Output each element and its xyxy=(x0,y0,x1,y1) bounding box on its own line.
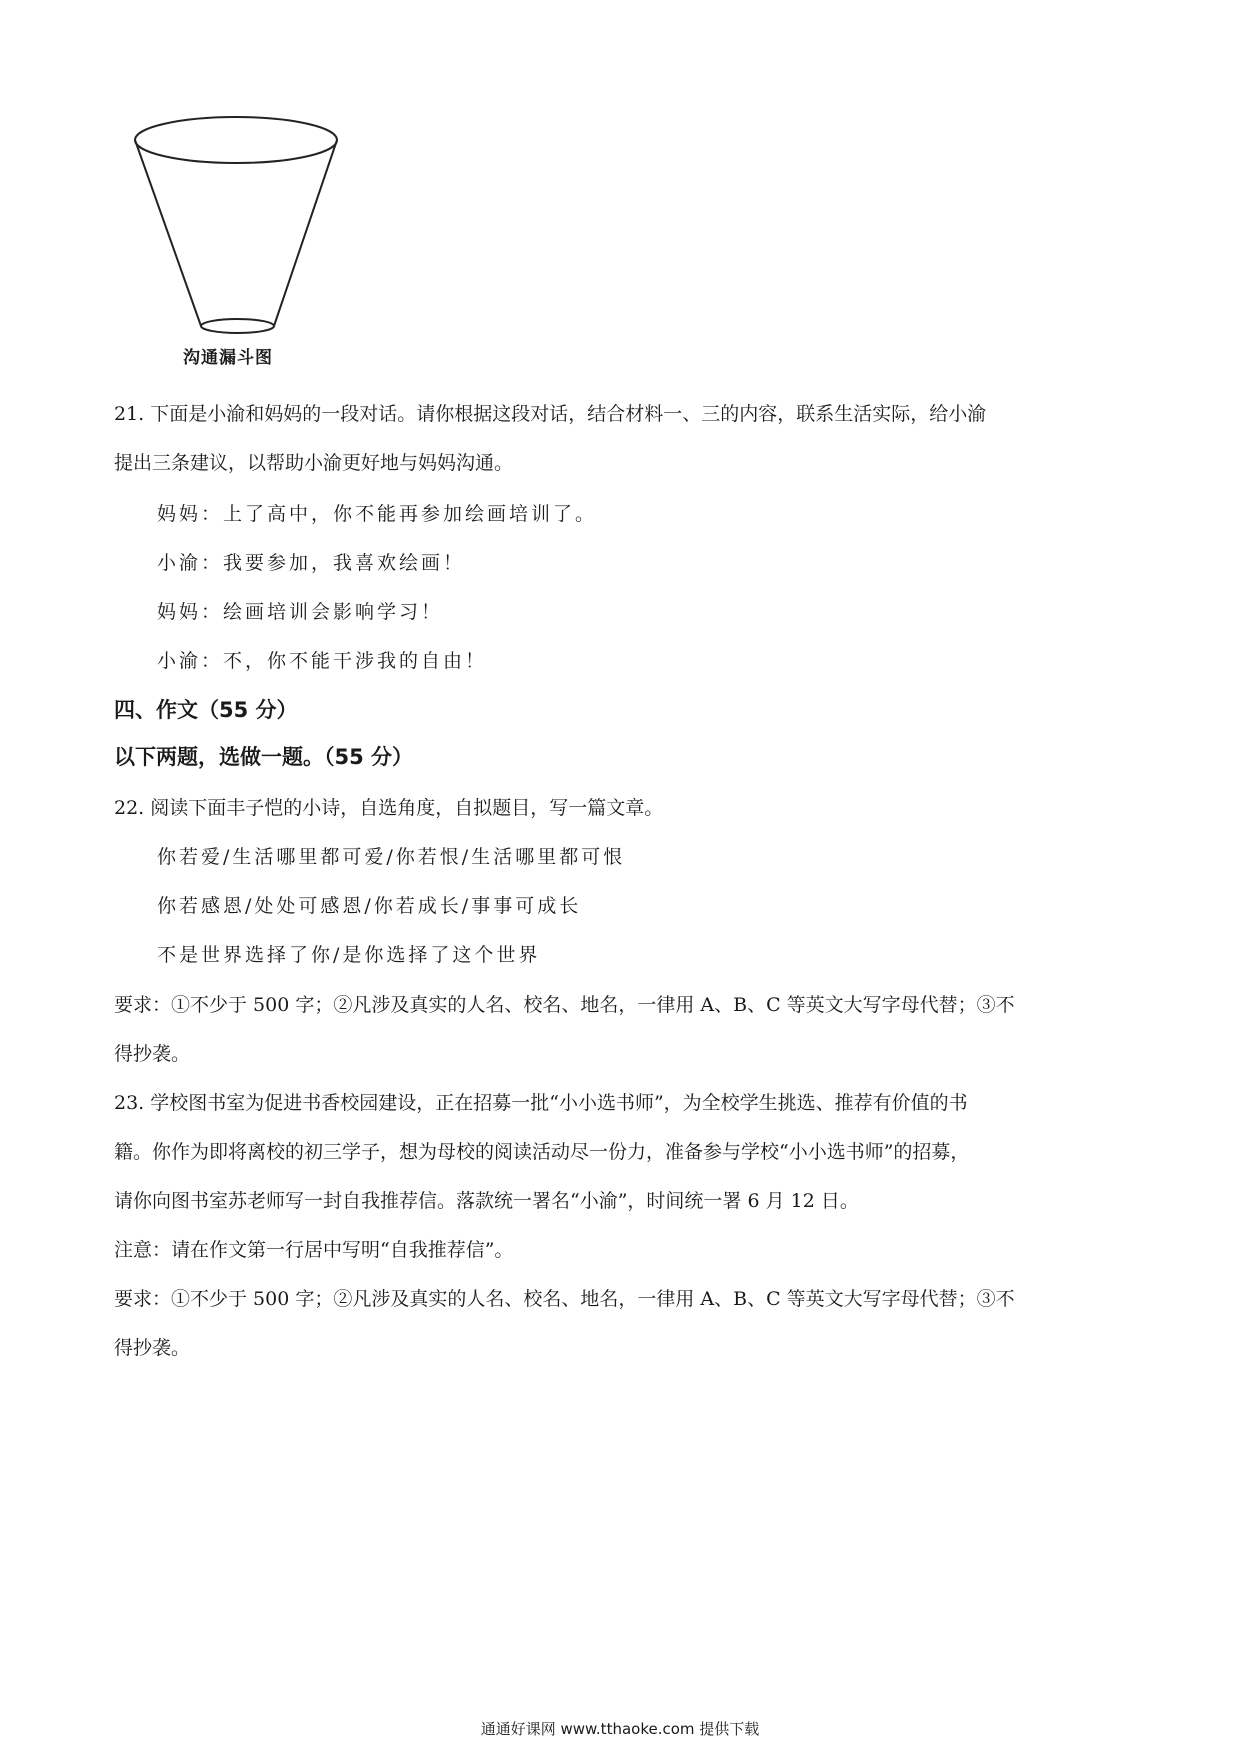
footer-source: 通通好课网 www.tthaoke.com 提供下载 xyxy=(480,1720,760,1738)
section-title: 四、作文（55 分） xyxy=(114,698,298,722)
q21-dialogue-line: 小渝：我要参加，我喜欢绘画！ xyxy=(157,552,466,574)
section-subtitle: 以下两题，选做一题。（55 分） xyxy=(114,745,414,769)
q21-dialogue-line: 妈妈：绘画培训会影响学习！ xyxy=(157,601,444,623)
funnel-bottom-rim xyxy=(201,319,274,333)
q23-prompt-line1: 23. 学校图书室为促进书香校园建设，正在招募一批“小小选书师”，为全校学生挑选、推荐有价值的书 xyxy=(114,1092,968,1114)
q22-requirements-line1: 要求：①不少于 500 字；②凡涉及真实的人名、校名、地名，一律用 A、B、C 等英文大写字母代替；③不 xyxy=(114,994,1015,1016)
q22-requirements-line2: 得抄袭。 xyxy=(114,1043,191,1065)
q22-prompt: 22. 阅读下面丰子恺的小诗，自选角度，自拟题目，写一篇文章。 xyxy=(114,797,664,819)
q21-dialogue-line: 妈妈：上了高中，你不能再参加绘画培训了。 xyxy=(157,503,598,525)
q23-requirements-line2: 得抄袭。 xyxy=(114,1337,191,1359)
q23-note: 注意：请在作文第一行居中写明“自我推荐信”。 xyxy=(114,1239,514,1261)
q23-prompt-line2: 籍。你作为即将离校的初三学子，想为母校的阅读活动尽一份力，准备参与学校“小小选书师”的招募， xyxy=(114,1141,970,1163)
q22-poem-line: 不是世界选择了你/是你选择了这个世界 xyxy=(157,944,541,966)
q23-requirements-line1: 要求：①不少于 500 字；②凡涉及真实的人名、校名、地名，一律用 A、B、C 等英文大写字母代替；③不 xyxy=(114,1288,1015,1310)
q23-prompt-line3: 请你向图书室苏老师写一封自我推荐信。落款统一署名“小渝”，时间统一署 6 月 12 日。 xyxy=(114,1190,859,1212)
funnel-left-side xyxy=(135,140,201,326)
funnel-diagram xyxy=(128,110,348,340)
funnel-right-side xyxy=(274,140,337,326)
q22-poem-line: 你若感恩/处处可感恩/你若成长/事事可成长 xyxy=(157,895,582,917)
q21-prompt-line1: 21. 下面是小渝和妈妈的一段对话。请你根据这段对话，结合材料一、三的内容，联系生活实际，给小渝 xyxy=(114,403,987,425)
q21-prompt-line2: 提出三条建议，以帮助小渝更好地与妈妈沟通。 xyxy=(114,452,514,474)
q21-dialogue-line: 小渝：不，你不能干涉我的自由！ xyxy=(157,650,488,672)
q22-poem-line: 你若爱/生活哪里都可爱/你若恨/生活哪里都可恨 xyxy=(157,846,626,868)
funnel-caption: 沟通漏斗图 xyxy=(183,348,273,368)
funnel-top-rim xyxy=(135,117,337,163)
